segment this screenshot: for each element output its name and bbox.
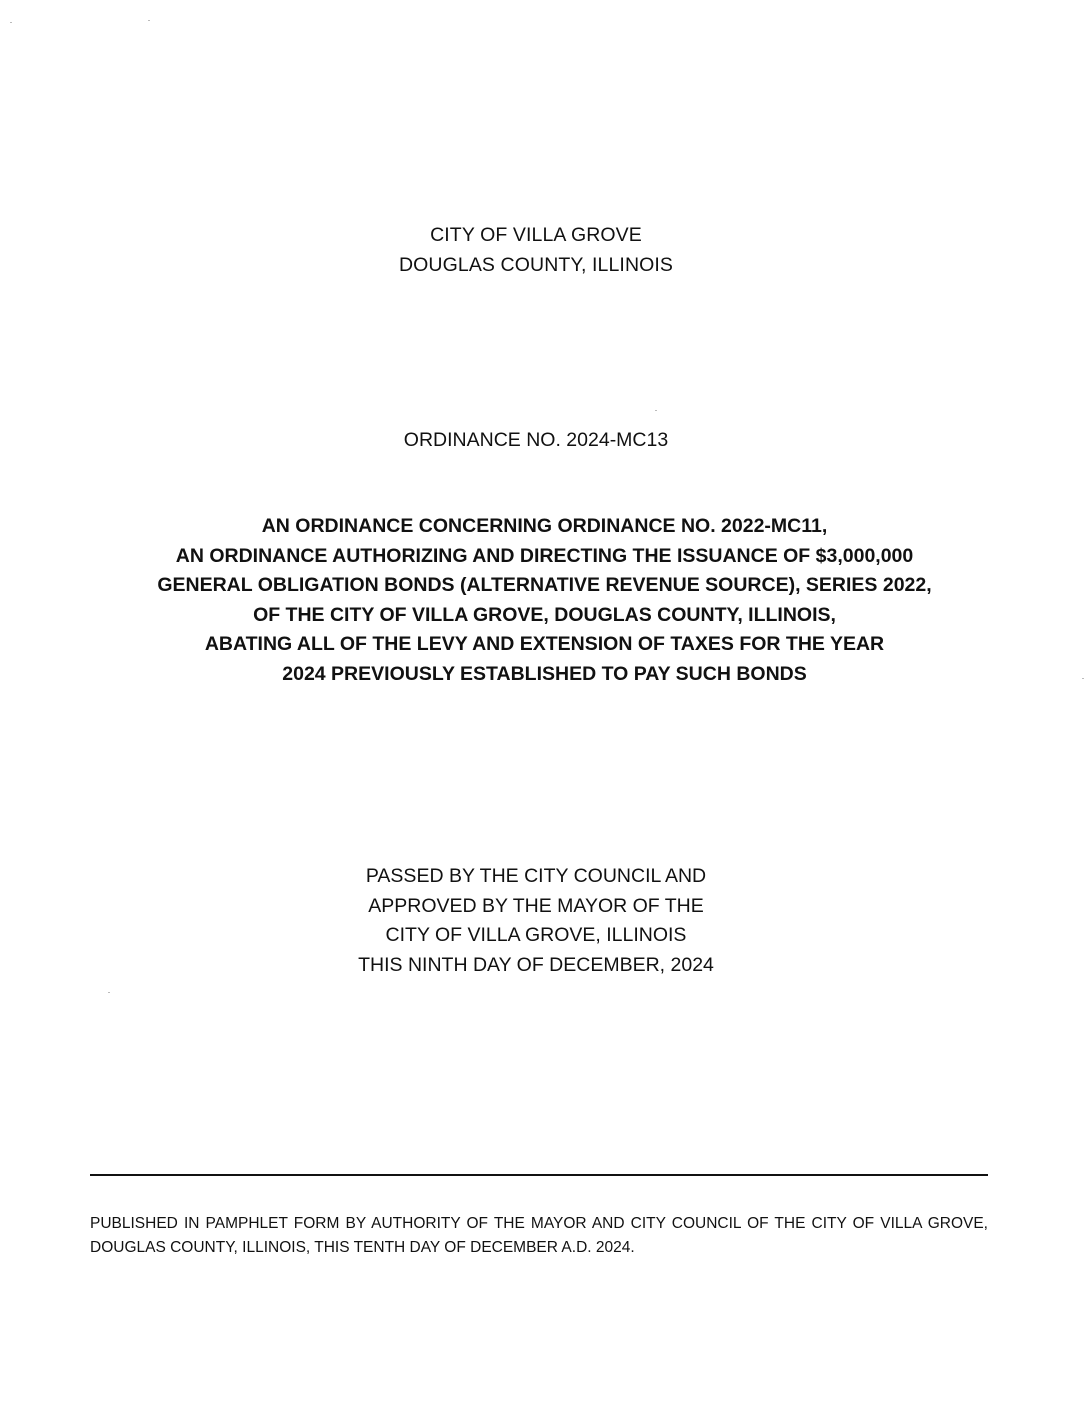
ordinance-number-text: ORDINANCE NO. 2024-MC13 [403, 429, 669, 451]
scan-speck [10, 22, 12, 23]
title-line: ABATING ALL OF THE LEVY AND EXTENSION OF TAXES FOR THE YEAR [204, 633, 885, 656]
passed-line: CITY OF VILLA GROVE, ILLINOIS [385, 924, 687, 947]
passed-statement [0, 862, 1072, 980]
title-line: AN ORDINANCE CONCERNING ORDINANCE NO. 2022-MC11, [261, 515, 828, 537]
ordinance-number [81, 426, 991, 454]
scan-speck [148, 20, 150, 21]
title-line: 2024 PREVIOUSLY ESTABLISHED TO PAY SUCH BONDS [282, 662, 807, 685]
passed-line: APPROVED BY THE MAYOR OF THE [368, 894, 704, 917]
document-header [81, 220, 991, 280]
passed-line: PASSED BY THE CITY COUNCIL AND [365, 865, 707, 887]
passed-line: THIS NINTH DAY OF DECEMBER, 2024 [358, 953, 714, 976]
title-line: OF THE CITY OF VILLA GROVE, DOUGLAS COUNTY, ILLINOIS, [253, 603, 836, 626]
horizontal-rule [90, 1174, 988, 1176]
city-name: CITY OF VILLA GROVE [430, 224, 642, 246]
scan-speck [108, 992, 110, 993]
ordinance-title [0, 512, 1089, 690]
publication-notice: PUBLISHED IN PAMPHLET FORM BY AUTHORITY OF THE MAYOR AND CITY COUNCIL OF THE CITY OF VILLA GROVE, DOUGLAS COUNTY, ILLINOIS, THIS TENTH DAY OF DECEMBER A.D. 2024. [90, 1215, 988, 1256]
title-line: GENERAL OBLIGATION BONDS (ALTERNATIVE REVENUE SOURCE), SERIES 2022, [157, 574, 932, 597]
county-name: DOUGLAS COUNTY, ILLINOIS [398, 254, 674, 276]
scan-speck [655, 410, 657, 411]
title-line: AN ORDINANCE AUTHORIZING AND DIRECTING THE ISSUANCE OF $3,000,000 [175, 544, 914, 567]
